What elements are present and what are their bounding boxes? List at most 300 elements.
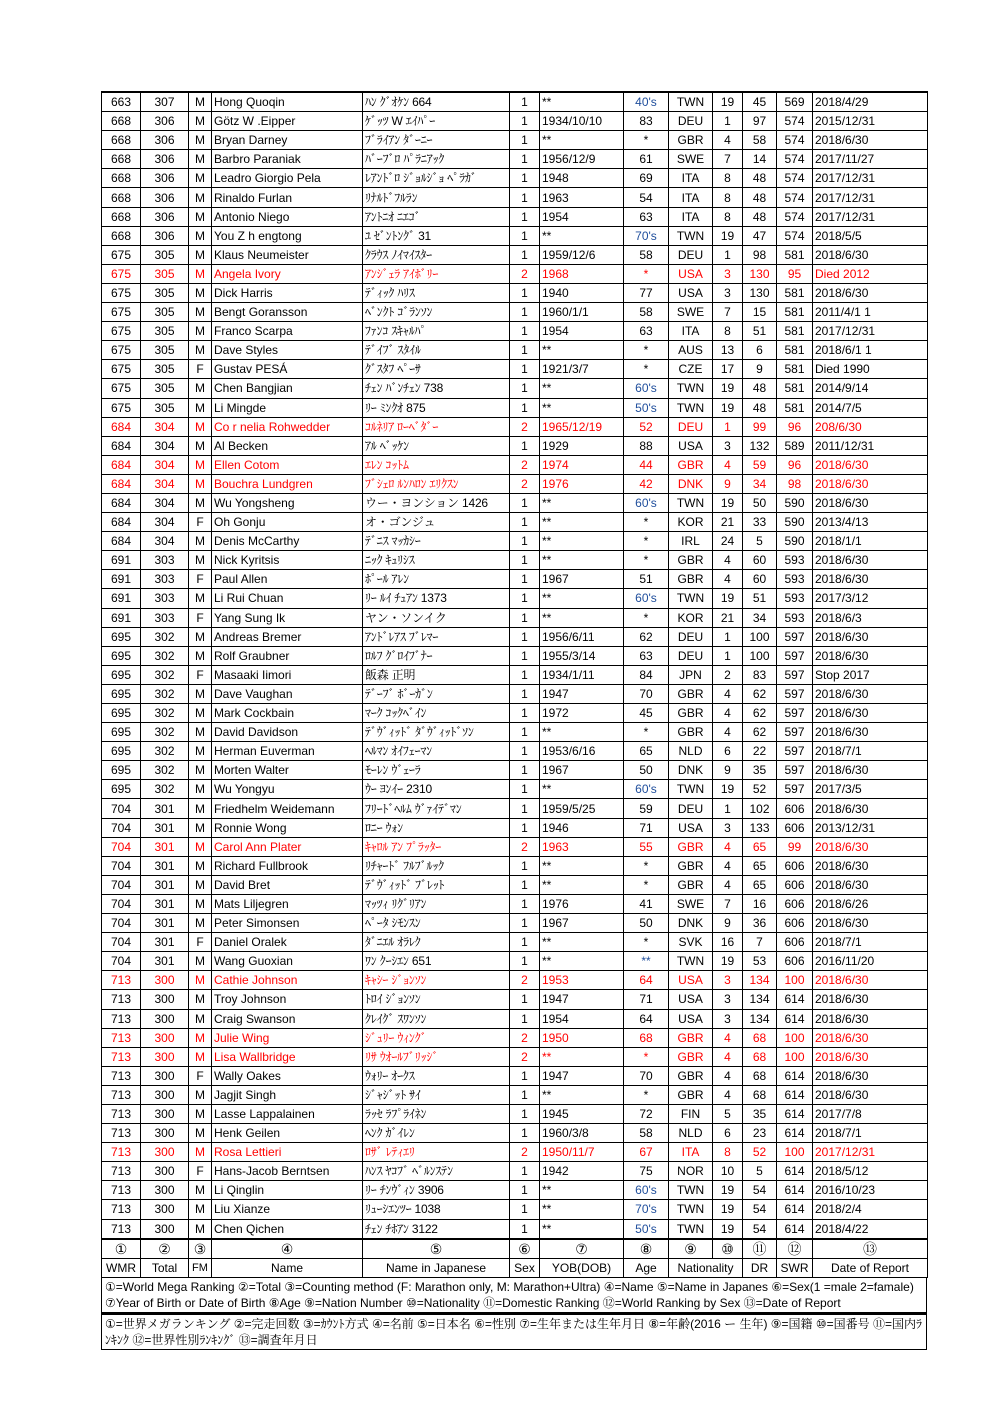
cell-domestic-ranking: 102 bbox=[743, 799, 777, 818]
cell-sex: 1 bbox=[510, 1181, 540, 1200]
cell-nationality: GBR bbox=[669, 856, 713, 875]
header-sex: Sex bbox=[510, 1258, 540, 1277]
cell-fm: M bbox=[189, 417, 212, 436]
cell-sex: 1 bbox=[510, 627, 540, 646]
cell-sex: 1 bbox=[510, 150, 540, 169]
cell-sex: 1 bbox=[510, 303, 540, 322]
cell-fm: M bbox=[189, 1181, 212, 1200]
cell-sex: 1 bbox=[510, 1104, 540, 1123]
cell-domestic-ranking: 52 bbox=[743, 780, 777, 799]
cell-sex: 2 bbox=[510, 1028, 540, 1047]
cell-name-japanese: ﾌﾘｰﾄﾞﾍﾙﾑ ｳﾞｧｲﾃﾞﾏﾝ bbox=[363, 799, 510, 818]
cell-dob: 1967 bbox=[540, 914, 624, 933]
cell-nation-number: 24 bbox=[713, 532, 743, 551]
cell-domestic-ranking: 58 bbox=[743, 131, 777, 150]
cell-sex: 1 bbox=[510, 131, 540, 150]
cell-total: 302 bbox=[141, 665, 189, 684]
cell-fm: M bbox=[189, 436, 212, 455]
cell-name-japanese: ﾊﾞｰﾌﾞﾛ ﾊﾟﾗﾆｱｯｸ bbox=[363, 150, 510, 169]
cell-wmr: 713 bbox=[102, 1104, 141, 1123]
cell-wmr: 684 bbox=[102, 513, 141, 532]
cell-date-of-report: 2014/9/14 bbox=[813, 379, 928, 398]
cell-dob: ** bbox=[540, 608, 624, 627]
cell-fm: F bbox=[189, 513, 212, 532]
cell-nationality: USA bbox=[669, 971, 713, 990]
cell-wmr: 713 bbox=[102, 1028, 141, 1047]
cell-age: 41 bbox=[624, 894, 669, 913]
cell-domestic-ranking: 134 bbox=[743, 1009, 777, 1028]
cell-name: Craig Swanson bbox=[212, 1009, 363, 1028]
cell-age: 50's bbox=[624, 1219, 669, 1239]
cell-age: 60's bbox=[624, 493, 669, 512]
cell-total: 301 bbox=[141, 856, 189, 875]
cell-world-ranking-by-sex: 100 bbox=[777, 1028, 813, 1047]
cell-wmr: 684 bbox=[102, 532, 141, 551]
table-row bbox=[102, 245, 928, 264]
table-row bbox=[102, 360, 928, 379]
cell-sex: 2 bbox=[510, 971, 540, 990]
cell-date-of-report: 2018/1/1 bbox=[813, 532, 928, 551]
table-row bbox=[102, 837, 928, 856]
cell-sex: 1 bbox=[510, 875, 540, 894]
cell-dob: 1921/3/7 bbox=[540, 360, 624, 379]
cell-wmr: 663 bbox=[102, 92, 141, 112]
cell-sex: 1 bbox=[510, 379, 540, 398]
cell-world-ranking-by-sex: 99 bbox=[777, 837, 813, 856]
cell-name-japanese: ﾛｻﾞ ﾚﾃｨｴﾘ bbox=[363, 1143, 510, 1162]
cell-wmr: 695 bbox=[102, 627, 141, 646]
cell-age: 45 bbox=[624, 704, 669, 723]
cell-world-ranking-by-sex: 614 bbox=[777, 1181, 813, 1200]
cell-wmr: 691 bbox=[102, 589, 141, 608]
cell-nationality: KOR bbox=[669, 608, 713, 627]
ranking-table bbox=[101, 91, 928, 1278]
cell-dob: 1953 bbox=[540, 971, 624, 990]
cell-dob: ** bbox=[540, 723, 624, 742]
cell-date-of-report: 2013/12/31 bbox=[813, 818, 928, 837]
cell-name-japanese: ヤン・ソンイク bbox=[363, 608, 510, 627]
col-num-1: ① bbox=[102, 1239, 141, 1259]
cell-name-japanese: ﾀﾞﾆｴﾙ ｵﾗﾚｸ bbox=[363, 933, 510, 952]
cell-world-ranking-by-sex: 597 bbox=[777, 627, 813, 646]
table-row bbox=[102, 875, 928, 894]
cell-sex: 1 bbox=[510, 818, 540, 837]
cell-wmr: 675 bbox=[102, 264, 141, 283]
cell-sex: 2 bbox=[510, 417, 540, 436]
cell-fm: M bbox=[189, 322, 212, 341]
cell-age: 84 bbox=[624, 665, 669, 684]
cell-world-ranking-by-sex: 606 bbox=[777, 818, 813, 837]
cell-dob: 1947 bbox=[540, 1066, 624, 1085]
cell-world-ranking-by-sex: 593 bbox=[777, 551, 813, 570]
cell-age: 55 bbox=[624, 837, 669, 856]
cell-world-ranking-by-sex: 614 bbox=[777, 1162, 813, 1181]
col-num-6: ⑥ bbox=[510, 1239, 540, 1259]
cell-nation-number: 4 bbox=[713, 1085, 743, 1104]
cell-dob: ** bbox=[540, 1085, 624, 1104]
cell-wmr: 684 bbox=[102, 493, 141, 512]
cell-domestic-ranking: 54 bbox=[743, 1181, 777, 1200]
cell-date-of-report: 2018/6/30 bbox=[813, 493, 928, 512]
cell-name: Barbro Paraniak bbox=[212, 150, 363, 169]
cell-sex: 2 bbox=[510, 1047, 540, 1066]
table-row bbox=[102, 971, 928, 990]
cell-world-ranking-by-sex: 606 bbox=[777, 894, 813, 913]
cell-date-of-report: 2016/11/20 bbox=[813, 952, 928, 971]
cell-date-of-report: 2017/12/31 bbox=[813, 322, 928, 341]
cell-name: You Z h engtong bbox=[212, 226, 363, 245]
cell-nationality: TWN bbox=[669, 493, 713, 512]
cell-sex: 1 bbox=[510, 360, 540, 379]
cell-world-ranking-by-sex: 614 bbox=[777, 1124, 813, 1143]
cell-sex: 1 bbox=[510, 1009, 540, 1028]
cell-date-of-report: 2018/6/26 bbox=[813, 894, 928, 913]
cell-domestic-ranking: 34 bbox=[743, 474, 777, 493]
cell-fm: M bbox=[189, 589, 212, 608]
cell-domestic-ranking: 9 bbox=[743, 360, 777, 379]
cell-wmr: 713 bbox=[102, 1219, 141, 1239]
cell-wmr: 691 bbox=[102, 608, 141, 627]
table-row bbox=[102, 1085, 928, 1104]
table-row bbox=[102, 455, 928, 474]
cell-total: 300 bbox=[141, 1009, 189, 1028]
col-num-8: ⑧ bbox=[624, 1239, 669, 1259]
cell-total: 303 bbox=[141, 551, 189, 570]
cell-age: 63 bbox=[624, 322, 669, 341]
cell-name-japanese: オ・ゴンジュ bbox=[363, 513, 510, 532]
col-num-4: ④ bbox=[212, 1239, 363, 1259]
cell-nation-number: 19 bbox=[713, 952, 743, 971]
cell-fm: M bbox=[189, 684, 212, 703]
cell-date-of-report: 2018/6/3 bbox=[813, 608, 928, 627]
cell-date-of-report: 2018/6/30 bbox=[813, 856, 928, 875]
cell-total: 304 bbox=[141, 417, 189, 436]
cell-nation-number: 3 bbox=[713, 990, 743, 1009]
cell-wmr: 704 bbox=[102, 875, 141, 894]
cell-nationality: SWE bbox=[669, 303, 713, 322]
cell-nationality: GBR bbox=[669, 1028, 713, 1047]
cell-wmr: 684 bbox=[102, 417, 141, 436]
cell-name-japanese: ｳｰ ﾖﾝｲｰ 2310 bbox=[363, 780, 510, 799]
table-row bbox=[102, 933, 928, 952]
cell-name-japanese: ﾛﾙﾌ ｸﾞﾛｲﾌﾞﾅｰ bbox=[363, 646, 510, 665]
cell-domestic-ranking: 65 bbox=[743, 875, 777, 894]
cell-world-ranking-by-sex: 606 bbox=[777, 856, 813, 875]
cell-domestic-ranking: 35 bbox=[743, 761, 777, 780]
cell-age: 64 bbox=[624, 971, 669, 990]
header-fm: FM bbox=[189, 1258, 212, 1277]
table-row bbox=[102, 1124, 928, 1143]
header-total: Total bbox=[141, 1258, 189, 1277]
cell-date-of-report: 2018/6/30 bbox=[813, 875, 928, 894]
cell-wmr: 704 bbox=[102, 933, 141, 952]
cell-fm: M bbox=[189, 188, 212, 207]
cell-nation-number: 4 bbox=[713, 551, 743, 570]
cell-domestic-ranking: 54 bbox=[743, 1219, 777, 1239]
cell-dob: 1968 bbox=[540, 264, 624, 283]
cell-sex: 2 bbox=[510, 474, 540, 493]
cell-total: 300 bbox=[141, 1066, 189, 1085]
cell-date-of-report: 2018/6/30 bbox=[813, 799, 928, 818]
cell-total: 302 bbox=[141, 646, 189, 665]
cell-domestic-ranking: 35 bbox=[743, 1104, 777, 1123]
cell-dob: 1976 bbox=[540, 474, 624, 493]
cell-domestic-ranking: 48 bbox=[743, 169, 777, 188]
cell-wmr: 704 bbox=[102, 952, 141, 971]
cell-date-of-report: 2018/6/30 bbox=[813, 684, 928, 703]
cell-age: 88 bbox=[624, 436, 669, 455]
cell-name: Jagjit Singh bbox=[212, 1085, 363, 1104]
cell-name: David Bret bbox=[212, 875, 363, 894]
cell-total: 300 bbox=[141, 1028, 189, 1047]
cell-nation-number: 17 bbox=[713, 360, 743, 379]
cell-total: 302 bbox=[141, 684, 189, 703]
cell-age: * bbox=[624, 551, 669, 570]
cell-age: 71 bbox=[624, 990, 669, 1009]
cell-age: 70 bbox=[624, 1066, 669, 1085]
cell-sex: 1 bbox=[510, 761, 540, 780]
cell-world-ranking-by-sex: 590 bbox=[777, 493, 813, 512]
cell-domestic-ranking: 99 bbox=[743, 417, 777, 436]
cell-wmr: 704 bbox=[102, 837, 141, 856]
cell-world-ranking-by-sex: 98 bbox=[777, 474, 813, 493]
table-row bbox=[102, 665, 928, 684]
cell-nationality: DEU bbox=[669, 417, 713, 436]
table-row bbox=[102, 1162, 928, 1181]
cell-nationality: FIN bbox=[669, 1104, 713, 1123]
cell-dob: ** bbox=[540, 493, 624, 512]
cell-sex: 1 bbox=[510, 398, 540, 417]
cell-nation-number: 19 bbox=[713, 379, 743, 398]
cell-age: 68 bbox=[624, 1028, 669, 1047]
cell-nation-number: 3 bbox=[713, 436, 743, 455]
cell-date-of-report: 2017/12/31 bbox=[813, 188, 928, 207]
col-num-2: ② bbox=[141, 1239, 189, 1259]
cell-nation-number: 8 bbox=[713, 207, 743, 226]
cell-sex: 1 bbox=[510, 933, 540, 952]
cell-wmr: 704 bbox=[102, 799, 141, 818]
cell-domestic-ranking: 15 bbox=[743, 303, 777, 322]
cell-name-japanese: ﾃﾞｲﾌﾞ ｽﾀｲﾙ bbox=[363, 341, 510, 360]
table-row bbox=[102, 1104, 928, 1123]
cell-wmr: 713 bbox=[102, 971, 141, 990]
cell-total: 305 bbox=[141, 245, 189, 264]
cell-nation-number: 19 bbox=[713, 1219, 743, 1239]
cell-name: Julie Wing bbox=[212, 1028, 363, 1047]
cell-world-ranking-by-sex: 100 bbox=[777, 1143, 813, 1162]
cell-wmr: 695 bbox=[102, 723, 141, 742]
cell-fm: M bbox=[189, 532, 212, 551]
cell-dob: ** bbox=[540, 589, 624, 608]
cell-date-of-report: 2018/5/12 bbox=[813, 1162, 928, 1181]
cell-nation-number: 4 bbox=[713, 455, 743, 474]
cell-nationality: ITA bbox=[669, 1143, 713, 1162]
cell-world-ranking-by-sex: 569 bbox=[777, 92, 813, 112]
cell-nation-number: 7 bbox=[713, 894, 743, 913]
cell-sex: 1 bbox=[510, 570, 540, 589]
cell-name-japanese: ﾍﾙﾏﾝ ｵｲﾌｪｰﾏﾝ bbox=[363, 742, 510, 761]
table-row bbox=[102, 417, 928, 436]
cell-nation-number: 19 bbox=[713, 226, 743, 245]
cell-fm: M bbox=[189, 875, 212, 894]
cell-fm: M bbox=[189, 837, 212, 856]
cell-date-of-report: 2017/12/31 bbox=[813, 207, 928, 226]
table-row bbox=[102, 226, 928, 245]
cell-name-japanese: ﾗｯｾ ﾗﾌﾟﾗｲﾈﾝ bbox=[363, 1104, 510, 1123]
cell-nation-number: 19 bbox=[713, 1181, 743, 1200]
cell-domestic-ranking: 51 bbox=[743, 322, 777, 341]
cell-dob: 1974 bbox=[540, 455, 624, 474]
cell-date-of-report: 2011/4/1 1 bbox=[813, 303, 928, 322]
cell-dob: 1960/3/8 bbox=[540, 1124, 624, 1143]
cell-nationality: DEU bbox=[669, 799, 713, 818]
cell-wmr: 695 bbox=[102, 761, 141, 780]
table-row bbox=[102, 952, 928, 971]
cell-total: 306 bbox=[141, 226, 189, 245]
cell-name-japanese: ｱﾝﾄﾆｵ ﾆｴｺﾞ bbox=[363, 207, 510, 226]
cell-nationality: ITA bbox=[669, 322, 713, 341]
cell-fm: M bbox=[189, 245, 212, 264]
cell-domestic-ranking: 52 bbox=[743, 1143, 777, 1162]
cell-fm: F bbox=[189, 608, 212, 627]
cell-wmr: 704 bbox=[102, 818, 141, 837]
cell-name: Hong Quoqin bbox=[212, 92, 363, 112]
cell-nationality: TWN bbox=[669, 589, 713, 608]
cell-sex: 1 bbox=[510, 322, 540, 341]
table-row bbox=[102, 303, 928, 322]
cell-age: * bbox=[624, 341, 669, 360]
cell-total: 304 bbox=[141, 474, 189, 493]
cell-age: * bbox=[624, 513, 669, 532]
cell-date-of-report: 2017/7/8 bbox=[813, 1104, 928, 1123]
cell-dob: 1967 bbox=[540, 761, 624, 780]
cell-wmr: 668 bbox=[102, 188, 141, 207]
table-row bbox=[102, 169, 928, 188]
cell-world-ranking-by-sex: 614 bbox=[777, 1009, 813, 1028]
cell-domestic-ranking: 68 bbox=[743, 1047, 777, 1066]
cell-total: 301 bbox=[141, 799, 189, 818]
cell-name-japanese: ﾎﾟｰﾙ ｱﾚﾝ bbox=[363, 570, 510, 589]
cell-name: Chen Qichen bbox=[212, 1219, 363, 1239]
cell-name: Henk Geilen bbox=[212, 1124, 363, 1143]
cell-total: 301 bbox=[141, 875, 189, 894]
cell-fm: M bbox=[189, 1047, 212, 1066]
cell-sex: 2 bbox=[510, 837, 540, 856]
cell-fm: M bbox=[189, 131, 212, 150]
cell-name: Rosa Lettieri bbox=[212, 1143, 363, 1162]
cell-wmr: 668 bbox=[102, 207, 141, 226]
cell-domestic-ranking: 48 bbox=[743, 379, 777, 398]
cell-total: 305 bbox=[141, 341, 189, 360]
cell-nation-number: 4 bbox=[713, 1028, 743, 1047]
cell-nation-number: 19 bbox=[713, 92, 743, 112]
cell-nation-number: 6 bbox=[713, 1124, 743, 1143]
cell-nation-number: 4 bbox=[713, 837, 743, 856]
cell-name-japanese: ｸﾗｳｽ ﾉｲﾏｲｽﾀｰ bbox=[363, 245, 510, 264]
cell-date-of-report: 2011/12/31 bbox=[813, 436, 928, 455]
cell-nationality: TWN bbox=[669, 1200, 713, 1219]
cell-age: * bbox=[624, 532, 669, 551]
cell-name: Bouchra Lundgren bbox=[212, 474, 363, 493]
cell-dob: 1934/1/11 bbox=[540, 665, 624, 684]
cell-total: 301 bbox=[141, 837, 189, 856]
cell-nationality: DEU bbox=[669, 112, 713, 131]
ranking-sheet bbox=[101, 91, 927, 1350]
cell-world-ranking-by-sex: 606 bbox=[777, 952, 813, 971]
cell-nationality: TWN bbox=[669, 780, 713, 799]
cell-nationality: DEU bbox=[669, 646, 713, 665]
cell-name: Ronnie Wong bbox=[212, 818, 363, 837]
cell-total: 306 bbox=[141, 150, 189, 169]
cell-world-ranking-by-sex: 574 bbox=[777, 188, 813, 207]
cell-domestic-ranking: 7 bbox=[743, 933, 777, 952]
cell-nationality: NOR bbox=[669, 1162, 713, 1181]
header-name-japanese: Name in Japanese bbox=[363, 1258, 510, 1277]
cell-world-ranking-by-sex: 581 bbox=[777, 398, 813, 417]
cell-fm: M bbox=[189, 1219, 212, 1239]
table-row bbox=[102, 1219, 928, 1239]
cell-world-ranking-by-sex: 581 bbox=[777, 322, 813, 341]
cell-fm: M bbox=[189, 1085, 212, 1104]
cell-world-ranking-by-sex: 96 bbox=[777, 417, 813, 436]
cell-domestic-ranking: 5 bbox=[743, 532, 777, 551]
cell-nationality: GBR bbox=[669, 875, 713, 894]
cell-sex: 1 bbox=[510, 1066, 540, 1085]
col-num-3: ③ bbox=[189, 1239, 212, 1259]
cell-world-ranking-by-sex: 614 bbox=[777, 1200, 813, 1219]
cell-age: 54 bbox=[624, 188, 669, 207]
cell-date-of-report: 2018/6/30 bbox=[813, 455, 928, 474]
cell-dob: 1959/12/6 bbox=[540, 245, 624, 264]
cell-dob: 1959/5/25 bbox=[540, 799, 624, 818]
cell-domestic-ranking: 53 bbox=[743, 952, 777, 971]
cell-domestic-ranking: 62 bbox=[743, 684, 777, 703]
table-row bbox=[102, 914, 928, 933]
table-row bbox=[102, 264, 928, 283]
cell-domestic-ranking: 65 bbox=[743, 837, 777, 856]
cell-age: * bbox=[624, 1047, 669, 1066]
cell-name: Gustav PESÁ bbox=[212, 360, 363, 379]
cell-fm: M bbox=[189, 704, 212, 723]
cell-date-of-report: 2014/7/5 bbox=[813, 398, 928, 417]
cell-wmr: 675 bbox=[102, 322, 141, 341]
cell-sex: 1 bbox=[510, 914, 540, 933]
cell-name: Götz W .Eipper bbox=[212, 112, 363, 131]
cell-total: 304 bbox=[141, 532, 189, 551]
cell-dob: 1965/12/19 bbox=[540, 417, 624, 436]
cell-fm: M bbox=[189, 856, 212, 875]
cell-name-japanese: ﾊﾝ ｸﾞｵｹﾝ 664 bbox=[363, 92, 510, 112]
cell-date-of-report: 2018/6/30 bbox=[813, 704, 928, 723]
table-row bbox=[102, 780, 928, 799]
cell-total: 300 bbox=[141, 1085, 189, 1104]
cell-nationality: GBR bbox=[669, 551, 713, 570]
cell-nation-number: 21 bbox=[713, 513, 743, 532]
cell-sex: 1 bbox=[510, 436, 540, 455]
cell-nation-number: 4 bbox=[713, 704, 743, 723]
cell-wmr: 695 bbox=[102, 684, 141, 703]
cell-domestic-ranking: 97 bbox=[743, 112, 777, 131]
cell-world-ranking-by-sex: 614 bbox=[777, 1066, 813, 1085]
cell-world-ranking-by-sex: 606 bbox=[777, 933, 813, 952]
cell-nationality: USA bbox=[669, 264, 713, 283]
cell-dob: 1953/6/16 bbox=[540, 742, 624, 761]
legend-english: ①=World Mega Ranking ②=Total ③=Counting method (F: Marathon only, M: Marathon+Ultra) ④=Name ⑤=Name in Japanes ⑥=Sex(1 =male 2=famale) ⑦Year of Birth or Date of Birth ⑧Age ⑨=Nation Number ⑩=Nationality ⑪=Domestic Ranking ⑫=World Ranking by Sex ⑬=Date of Report bbox=[101, 1278, 927, 1313]
cell-name-japanese: ﾃﾞｳﾞｨｯﾄﾞ ﾀﾞｳﾞｨｯﾄﾞｿﾝ bbox=[363, 723, 510, 742]
cell-fm: M bbox=[189, 551, 212, 570]
cell-dob: 1940 bbox=[540, 283, 624, 302]
cell-dob: 1948 bbox=[540, 169, 624, 188]
